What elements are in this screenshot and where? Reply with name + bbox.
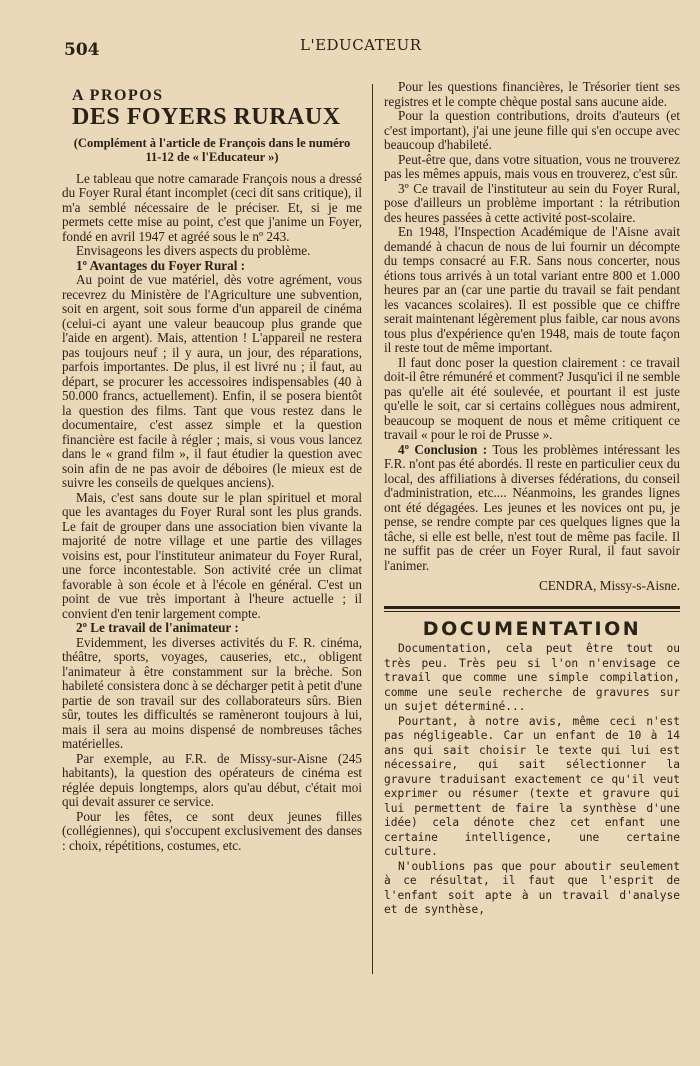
paragraph: Mais, c'est sans doute sur le plan spirituel et moral que les avantages du Foyer Rural sont les plus grands. Le fait de grouper dans une association bien vivante la majorité de notre village et une partie des villages voisins est, pour l'instituteur animateur du Foyer Rural, une force incontestable. Son activité crée un climat favorable à son école et à l'école en général. C'est un point de vue très important à l'heure actuelle ; il convient d'en tenir largement compte. — [62, 489, 362, 621]
paragraph: Par exemple, au F.R. de Missy-sur-Aisne (245 habitants), la question des opérateurs de cinéma est réglée depuis longtemps, alors qu'au début, c'était moi qui devait assurer ce service. — [62, 750, 362, 809]
conclusion-text: Tous les problèmes intéressant les F.R. n'ont pas été abordés. Il reste en particulier ceux du local, des affiliations à diverses fédérations, du conseil d'administration, etc.... Néanmoins, les grandes lignes ont été dégagées. Les jeunes et les novices ont pu, je pense, se rendre compte par ces quelques lignes que la tâche, si elle est belle, n'est tout de même pas facile. Il ne suffit pas de créer un Foyer Rural, il faut savoir l'animer. — [384, 441, 680, 573]
conclusion-paragraph — [384, 443, 680, 574]
article-kicker: A PROPOS — [72, 87, 164, 104]
signature: CENDRA, Missy-s-Aisne. — [538, 578, 680, 593]
paragraph: Evidemment, les diverses activités du F. R. cinéma, théâtre, sports, voyages, causeries, etc., obligent l'animateur à être constamment sur la brèche. Son habileté consistera donc à se décharger petit à petit d'une partie de son travail sur des collaborateurs sûrs. Bien sûr, toutes les difficultés se ramèneront toujours à lui, mais il sera au moins dispensé de nombreuses tâches matérielles. — [62, 634, 362, 751]
paragraph: Le tableau que notre camarade François nous a dressé du Foyer Rural étant incomplet (ceci dit sans critique), il m'a semblé nécessaire de le préciser. Et, si je me permets cette mise au point, c'est que j'anime un Foyer, fondé en avril 1947 et agréé sous le nº 243. — [62, 170, 362, 244]
paragraph: N'oublions pas que pour aboutir seulement à ce résultat, il faut que l'esprit de l'enfant soit apte à un travail d'analyse et de synthèse, — [384, 859, 680, 916]
left-column — [62, 80, 362, 853]
documentation-title: DOCUMENTATION — [422, 617, 642, 640]
paragraph: Pour les fêtes, ce sont deux jeunes filles (collégiennes), qui s'occupent exclusivement des danses : choix, répétitions, costumes, etc. — [62, 808, 362, 853]
article-subtitle: (Complément à l'article de François dans le numéro 11-12 de « l'Educateur ») — [73, 135, 351, 164]
conclusion-label: 4º Conclusion : — [398, 441, 488, 457]
paragraph: Pour la question contributions, droits d'auteurs (et c'est important), j'ai une jeune fille qui s'en occupe avec beaucoup d'habileté. — [384, 108, 680, 152]
paragraph: Envisageons les divers aspects du problème. — [76, 243, 311, 258]
article-title: DES FOYERS RURAUX — [72, 103, 341, 130]
right-column — [384, 80, 680, 918]
running-title: L'EDUCATEUR — [300, 36, 422, 54]
paragraph: Pourtant, à notre avis, même ceci n'est pas négligeable. Car un enfant de 10 à 14 ans qui sait choisir le texte qui lui est nécessaire, qui sait sélectionner la gravure traduisant exactement ce qu'il veut exprimer ou résumer (texte et gravure qui lui permettent de faire la synthèse d'une idée) cela dénote chez cet enfant une certaine intelligence, une certaine culture. — [384, 714, 680, 858]
section-heading-advantages: 1º Avantages du Foyer Rural : — [76, 257, 246, 273]
paragraph: Il faut donc poser la question clairement : ce travail doit-il être rémunéré et comment? Jusqu'ici il ne semble pas qu'elle ait été soulevée, et pourtant il est juste qu'elle le soit, car si certains collègues nous admirent, beaucoup se moquent de nous et même critiquent ce travail « pour le roi de Prusse ». — [384, 354, 680, 442]
paragraph: 3º Ce travail de l'instituteur au sein du Foyer Rural, pose d'ailleurs un problème important : la rétribution des heures passées à cette activité post-scolaire. — [384, 180, 680, 225]
column-divider — [372, 84, 373, 974]
paragraph: Pour les questions financières, le Trésorier tient ses registres et le compte chèque postal sans aucune aide. — [384, 79, 680, 109]
section-heading-animator: 2º Le travail de l'animateur : — [76, 620, 239, 635]
paragraph: Peut-être que, dans votre situation, vous ne trouverez pas les mêmes appuis, mais vous en trouverez, c'est sûr. — [384, 151, 680, 181]
paragraph: Au point de vue matériel, dès votre agrément, vous recevrez du Ministère de l'Agriculture une subvention, soit en argent, soit sous forme d'un appareil de cinéma (celui-ci ayant une valeur beaucoup plus grande que l'aide en argent). Mais, attention ! L'appareil ne restera pas toujours neuf ; il y aura, un jour, des réparations, parfois importantes. De plus, il est livré nu ; il faut, au départ, se procurer les accessoires indispensables (40 à 50.000 francs, actuellement). Enfin, il se posera bientôt la question des films. Tant que vous restez dans le documentaire, c'est assez simple et la question financière est facile à régler ; mais, si vous vous lancez dans le « grand film », il faut étudier la question avec soin afin de ne pas avoir de déboires (le mieux est de suivre les conseils de quelques anciens). — [62, 272, 362, 490]
documentation-body — [384, 642, 680, 918]
section-rule — [384, 606, 680, 609]
section-rule-thin — [384, 611, 680, 612]
paragraph: Documentation, cela peut être tout ou très peu. Très peu si l'on n'envisage ce travail que comme une simple compilation, comme une seule recherche de gravures sur un sujet déterminé... — [384, 642, 680, 713]
paragraph: En 1948, l'Inspection Académique de l'Aisne avait demandé à chacun de nous de lui fournir un décompte du temps consacré au F.R. Sans nous concerter, nous étions tous arrivés à un total variant entre 800 et 1.000 heures par an (car une partie du travail se fait pendant les vacances scolaires). Il est possible que ce chiffre serait maintenant légèrement plus faible, car nous avons tous plus d'expérience qu'en 1948, mais de toute façon il reste tout de même important. — [384, 224, 680, 355]
page-number: 504 — [64, 40, 100, 60]
